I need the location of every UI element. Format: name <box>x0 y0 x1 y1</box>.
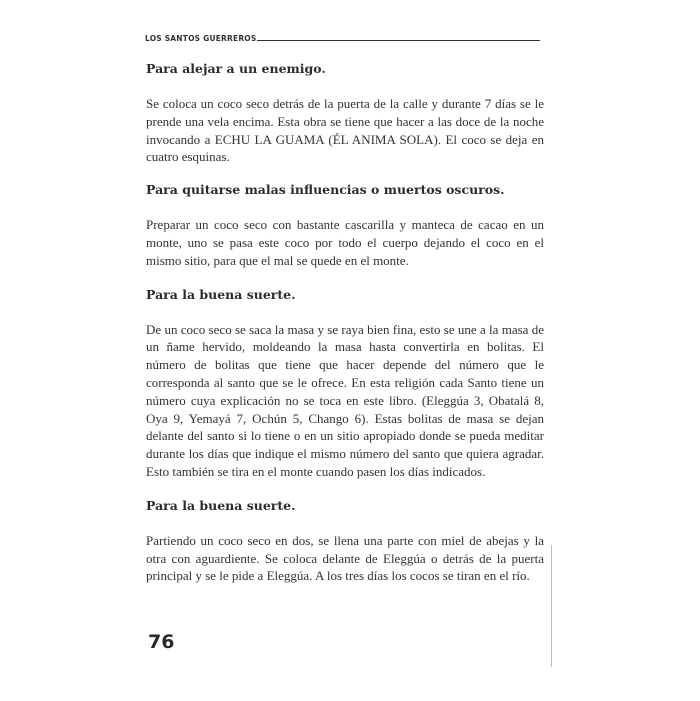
section-heading: Para alejar a un enemigo. <box>146 61 326 76</box>
section-heading: Para la buena suerte. <box>146 286 296 302</box>
section-paragraph: Partiendo un coco seco en dos, se llena una parte con miel de abejas y la otra con aguardiente. Se coloca delante de Eleggúa o detrás de la puerta principal y se le pide a Eleggúa. A los tres días los cocos se tiran en el río. <box>146 532 544 584</box>
page-edge-line <box>551 545 552 667</box>
running-head-rule <box>257 40 540 41</box>
running-head-title: LOS SANTOS GUERREROS <box>145 33 257 43</box>
section-paragraph: Se coloca un coco seco detrás de la puerta de la calle y durante 7 días se le prende una vela encima. Esta obra se tiene que hacer a las doce de la noche invocando a ECHU LA GUAMA (ÉL ANIMA SOLA). El coco se deja en cuatro esquinas. <box>146 96 544 165</box>
section-heading: Para quitarse malas influencias o muertos oscuros. <box>146 182 505 198</box>
section-heading: Para la buena suerte. <box>146 497 296 513</box>
section-paragraph: Preparar un coco seco con bastante cascarilla y manteca de cacao en un monte, uno se pasa este coco por todo el cuerpo dejando el coco en el mismo sitio, para que el mal se quede en el monte. <box>146 217 544 268</box>
running-head <box>145 32 540 42</box>
section-paragraph: De un coco seco se saca la masa y se raya bien fina, esto se une a la masa de un ñame hervido, moldeando la masa hasta convertirla en bolitas. El número de bolitas que tiene que hacer depende del número que le corresponda al santo que se le ofrece. En esta religión cada Santo tiene un número cuya explicación no se toca en este libro. (Eleggúa 3, Obatalá 8, Oya 9, Yemayá 7, Ochún 5, Chango 6). Estas bolitas de masa se dejan delante del santo si lo tiene o en un sitio apropiado donde se pueda meditar durante los días que indique el mismo número del santo que quiera agradar. Esto también se tira en el monte cuando pasen los días indicados. <box>146 321 544 479</box>
page-content <box>146 58 544 585</box>
page-number: 76 <box>148 631 175 653</box>
